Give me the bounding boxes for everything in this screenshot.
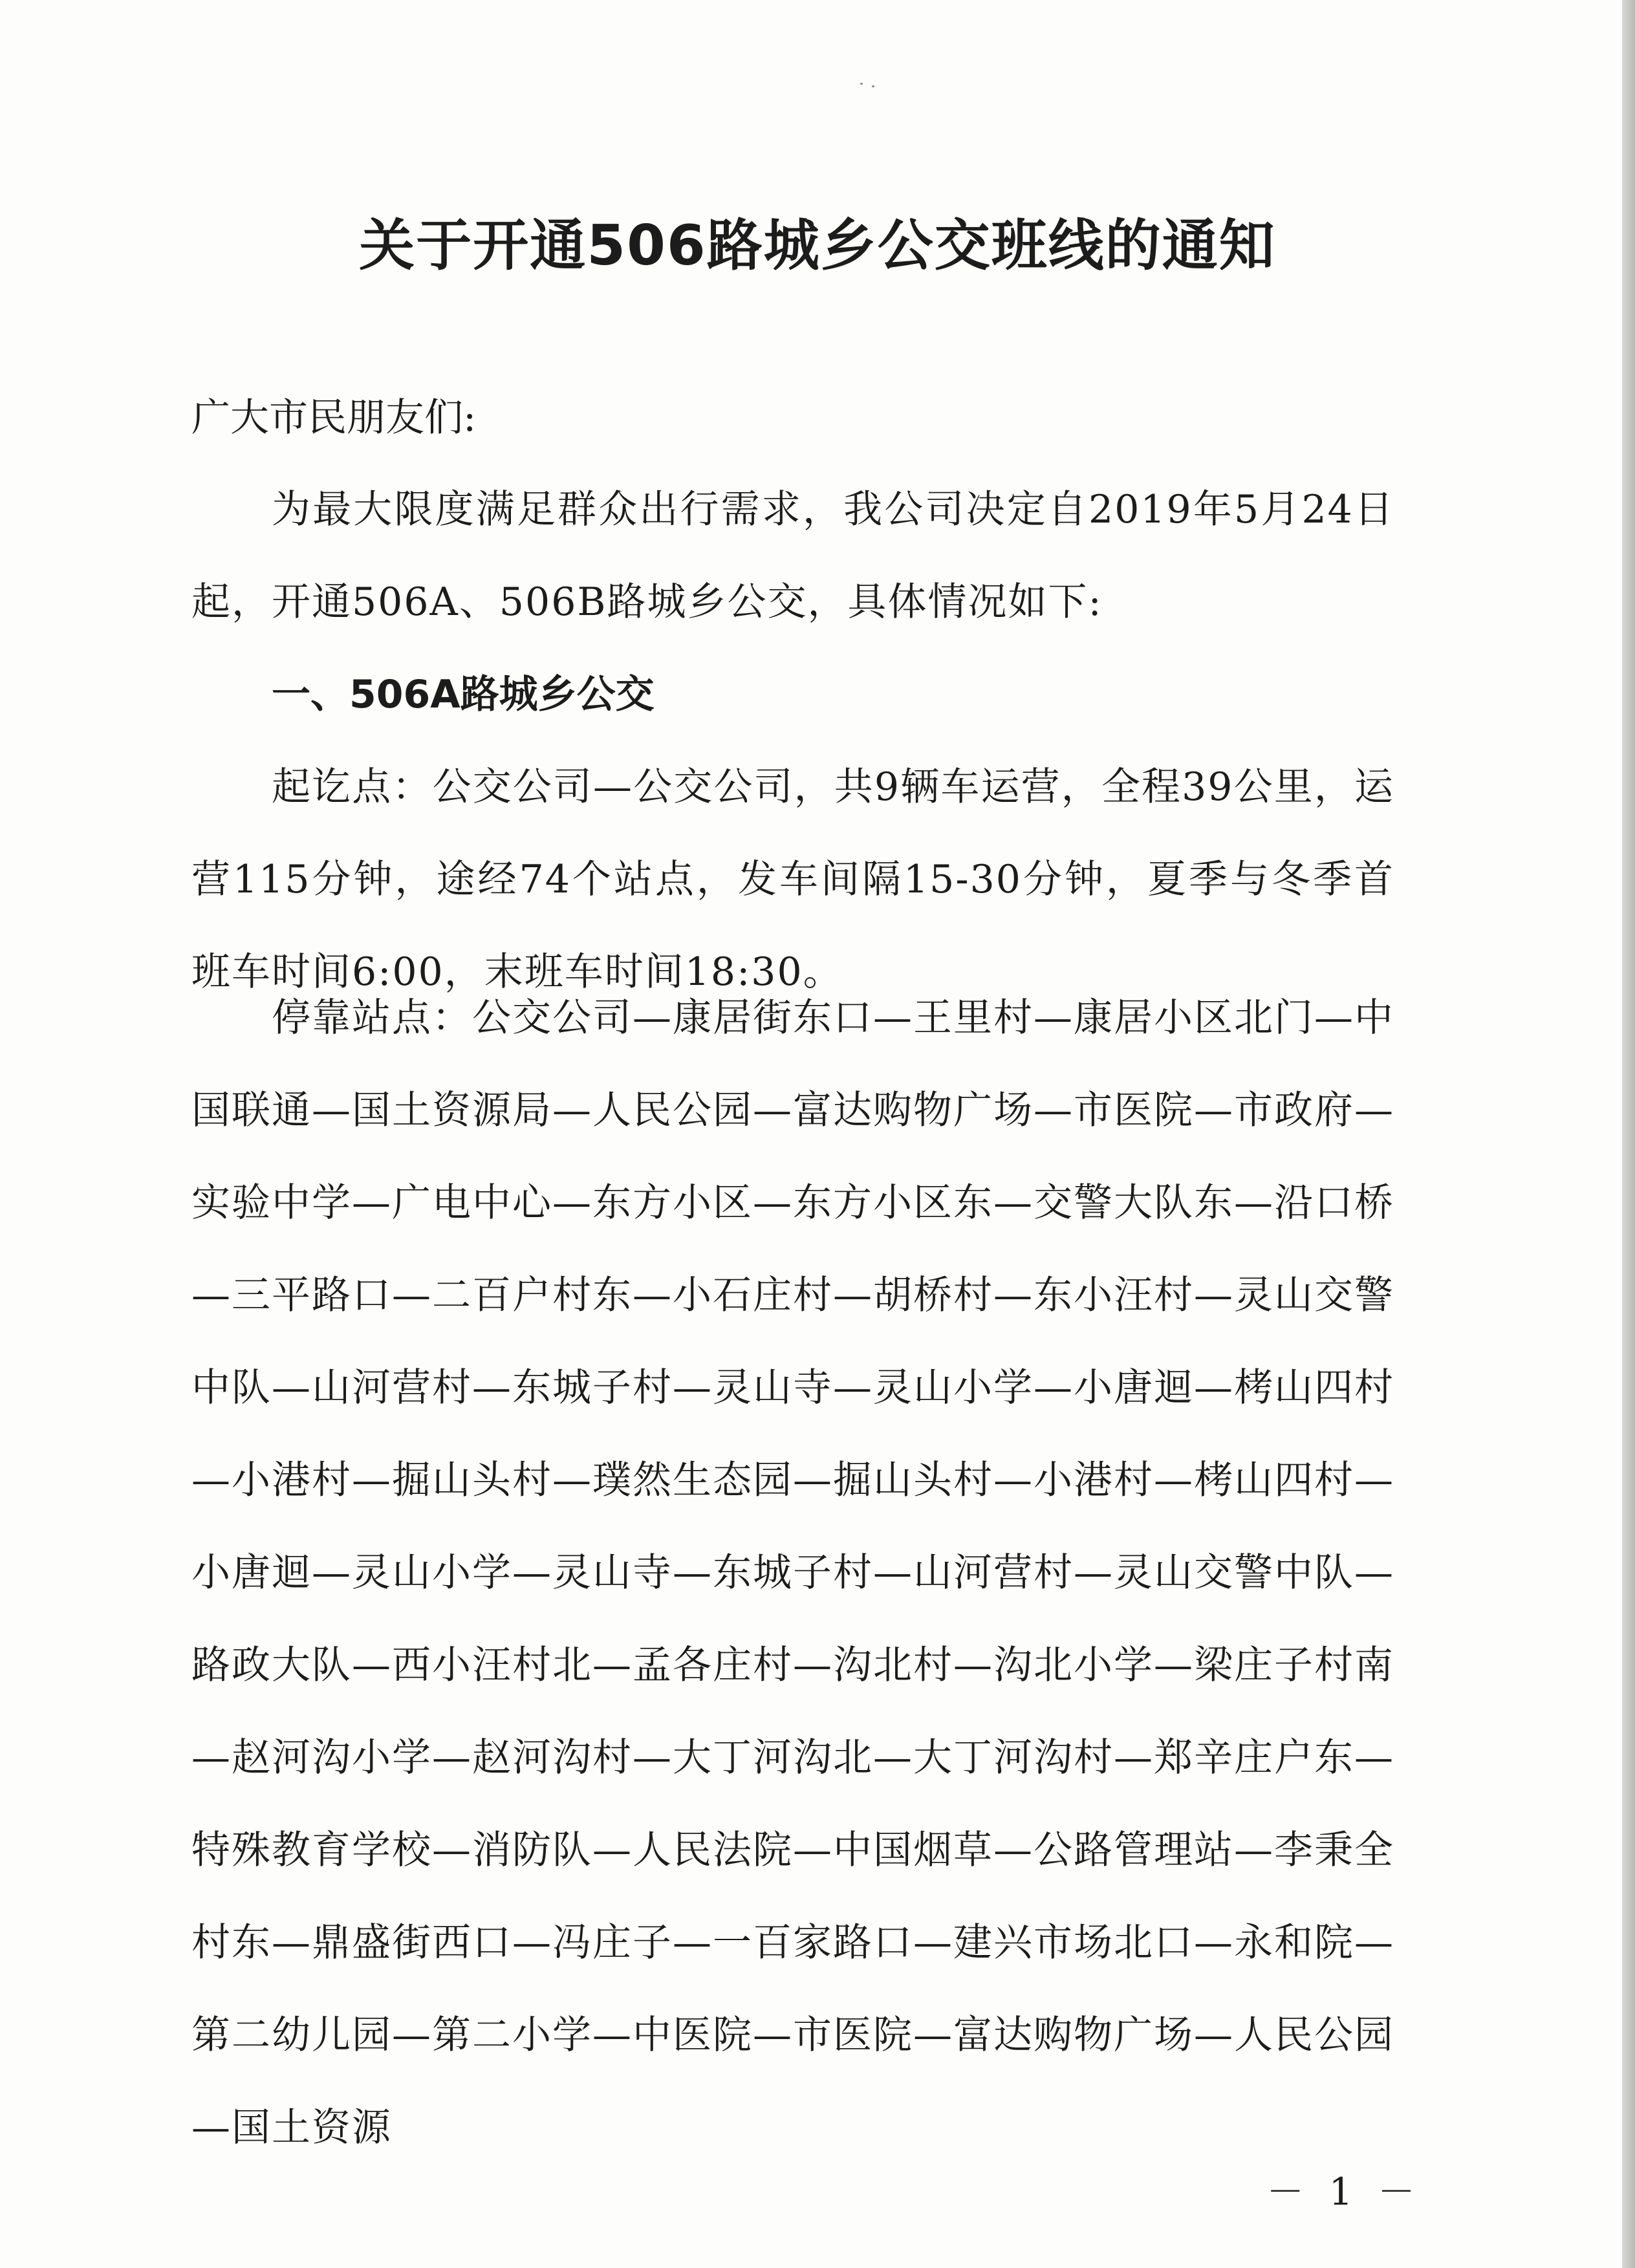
scan-speck: [872, 85, 874, 87]
salutation: 广大市民朋友们:: [191, 395, 477, 440]
section-heading: 一、506A路城乡公交: [272, 672, 655, 717]
stops-paragraph: 停靠站点：公交公司—康居街东口—王里村—康居小区北门—中国联通—国土资源局—人民公园—富达购物广场—市医院—市政府—实验中学—广电中心—东方小区—东方小区东—交警大队东—沿口桥—三平路口—二百户村东—小石庄村—胡桥村—东小汪村—灵山交警中队—山河营村—东城子村—灵山寺—灵山小学—小唐迴—栲山四村—小港村—掘山头村—璞然生态园—掘山头村—小港村—栲山四村—小唐迴—灵山小学—灵山寺—东城子村—山河营村—灵山交警中队—路政大队—西小汪村北—孟各庄村—沟北村—沟北小学—梁庄子村南—赵河沟小学—赵河沟村—大丁河沟北—大丁河沟村—郑辛庄户东—特殊教育学校—消防队—人民法院—中国烟草—公路管理站—李秉全村东—鼎盛街西口—冯庄子—一百家路口—建兴市场北口—永和院—第二幼儿园—第二小学—中医院—市医院—富达购物广场—人民公园—国土资源: [191, 995, 1394, 2150]
page-number: － 1 －: [1266, 2170, 1422, 2214]
scan-page-edge: [1622, 0, 1635, 2268]
route-paragraph: 起讫点：公交公司—公交公司，共9辆车运营，全程39公里，运营115分钟，途经74个站点，发车间隔15-30分钟，夏季与冬季首班车时间6:00，末班车时间18:30。: [191, 764, 1394, 995]
document-title: 关于开通506路城乡公交班线的通知: [359, 213, 1276, 278]
intro-paragraph: 为最大限度满足群众出行需求，我公司决定自2019年5月24日起，开通506A、506B路城乡公交，具体情况如下:: [191, 487, 1394, 625]
scan-speck: [860, 83, 863, 85]
